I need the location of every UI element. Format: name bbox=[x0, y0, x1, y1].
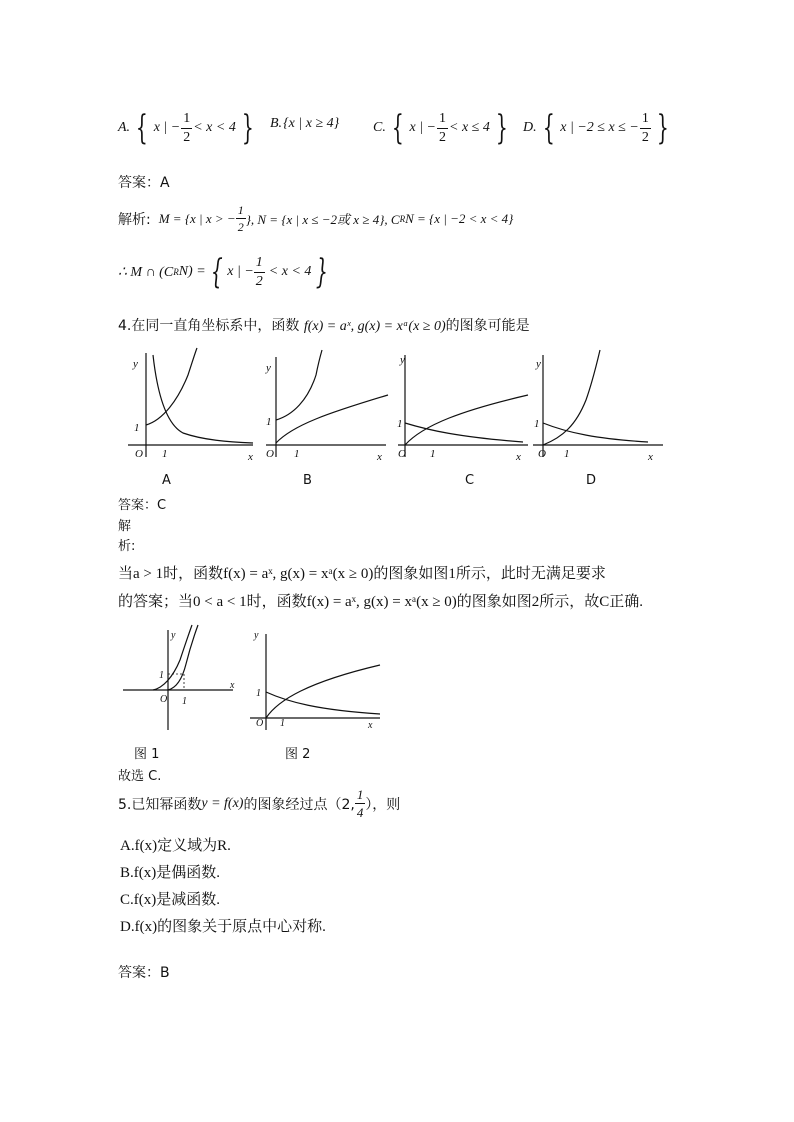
q4-answer: 答案：C bbox=[118, 498, 167, 513]
q4-analysis-label-1: 解 bbox=[118, 519, 132, 534]
q3-analysis-line1: 解析: M = {x | x > − $\frac{1}{2}$ }, N = {x | x ≤ −2或 x ≥ 4}, C R N = {x | −2 < x < 4} bbox=[118, 203, 514, 234]
q5-option-c: C.f(x)是减函数. bbox=[120, 892, 220, 908]
graph-c-tick-1: 1 bbox=[430, 448, 436, 460]
graph-a-one: 1 bbox=[134, 422, 140, 434]
graph-caption-c: C bbox=[465, 473, 475, 488]
graph-d-y-label: y bbox=[536, 358, 541, 370]
q3-options bbox=[118, 108, 678, 152]
graph-b-curve-exp bbox=[276, 350, 322, 420]
fig2-origin: O bbox=[256, 718, 264, 729]
q3-analysis-line2: ∴ M ∩ (C R N) = { x | − $\frac{1}{2}$ < x < 4 } bbox=[118, 252, 329, 292]
graph-caption-a: A bbox=[162, 473, 171, 488]
graph-b-tick-1: 1 bbox=[294, 448, 300, 460]
graph-caption-b: B bbox=[303, 473, 312, 488]
graph-d-curve-exp bbox=[543, 423, 648, 442]
q3-option-c: C. { x | − $\frac{1}{2}$ < x ≤ 4 } bbox=[373, 108, 508, 148]
fig1-one: 1 bbox=[159, 670, 164, 681]
graph-c-one: 1 bbox=[397, 418, 403, 430]
q5-option-d: D.f(x)的图象关于原点中心对称. bbox=[120, 919, 326, 935]
graph-c-origin: O bbox=[398, 448, 406, 460]
fig2-y-label: y bbox=[254, 630, 259, 641]
graph-c-curve-exp bbox=[405, 423, 523, 442]
q3-option-b: B. {x | x ≥ 4} bbox=[270, 116, 340, 131]
graph-a-x-label: x bbox=[248, 451, 253, 463]
fig1-origin: O bbox=[160, 694, 168, 705]
graph-d-x-label: x bbox=[648, 451, 653, 463]
graph-a-tick-1: 1 bbox=[162, 448, 168, 460]
q3-option-a: A. { x | − $\frac{1}{2}$ < x < 4 } bbox=[118, 108, 254, 148]
fig2-caption: 图 2 bbox=[285, 747, 311, 762]
q4-explain-figures bbox=[118, 622, 388, 737]
fig1-tick-1: 1 bbox=[182, 696, 187, 707]
graph-a-curve-exp-decay bbox=[153, 355, 253, 443]
q5-option-a: A.f(x)定义域为R. bbox=[120, 838, 231, 854]
graph-d-origin: O bbox=[538, 448, 546, 460]
fig1-caption: 图 1 bbox=[134, 747, 160, 762]
q4-explain-line2: 的答案；当0 < a < 1时，函数f(x) = aˣ, g(x) = xᵃ(x ≥ 0)的图象如图2所示，故C正确. bbox=[118, 594, 644, 610]
q4-analysis-label-2: 析: bbox=[118, 539, 136, 554]
graph-c-y-label: y bbox=[400, 354, 405, 366]
fig2-tick-1: 1 bbox=[280, 718, 285, 729]
graph-b-one: 1 bbox=[266, 416, 272, 428]
graph-d-one: 1 bbox=[534, 418, 540, 430]
graph-b-x-label: x bbox=[377, 451, 382, 463]
q3-answer: 答案：A bbox=[118, 175, 170, 191]
graph-d-curve-power bbox=[543, 350, 600, 445]
q4-stem: 4.在同一直角坐标系中，函数 f(x) = aˣ, g(x) = xᵃ(x ≥ 0)的图象可能是 bbox=[118, 318, 530, 334]
q4-explain-line1: 当a > 1时，函数f(x) = aˣ, g(x) = xᵃ(x ≥ 0)的图象如图1所示，此时无满足要求 bbox=[118, 566, 606, 582]
graph-b-axes bbox=[266, 357, 386, 457]
graph-b-origin: O bbox=[266, 448, 274, 460]
graph-caption-d: D bbox=[586, 473, 597, 488]
q4-conclusion: 故选 C. bbox=[118, 769, 162, 784]
fig2-curve-exp bbox=[266, 692, 380, 714]
q3-option-d: D. { x | −2 ≤ x ≤ − $\frac{1}{2}$ } bbox=[523, 108, 669, 148]
graph-b-y-label: y bbox=[266, 362, 271, 374]
graph-d-tick-1: 1 bbox=[564, 448, 570, 460]
graph-c-axes bbox=[398, 355, 528, 457]
q4-graphs bbox=[118, 345, 663, 470]
graph-c-x-label: x bbox=[516, 451, 521, 463]
graph-a-origin: O bbox=[135, 448, 143, 460]
graph-b-curve-power bbox=[276, 395, 388, 443]
q5-stem: 5.已知幂函数 y = f(x) 的图象经过点（2, $\frac{1}{4}$ ），则 bbox=[118, 787, 401, 820]
fig2-one: 1 bbox=[256, 688, 261, 699]
fig1-x-label: x bbox=[230, 680, 235, 691]
graph-a-y-label: y bbox=[133, 358, 138, 370]
q5-answer: 答案：B bbox=[118, 965, 170, 981]
q5-option-b: B.f(x)是偶函数. bbox=[120, 865, 220, 881]
graph-c-curve-power bbox=[405, 395, 528, 445]
fig2-x-label: x bbox=[368, 720, 373, 731]
fig2-curve-power bbox=[266, 665, 380, 718]
fig1-y-label: y bbox=[171, 630, 176, 641]
